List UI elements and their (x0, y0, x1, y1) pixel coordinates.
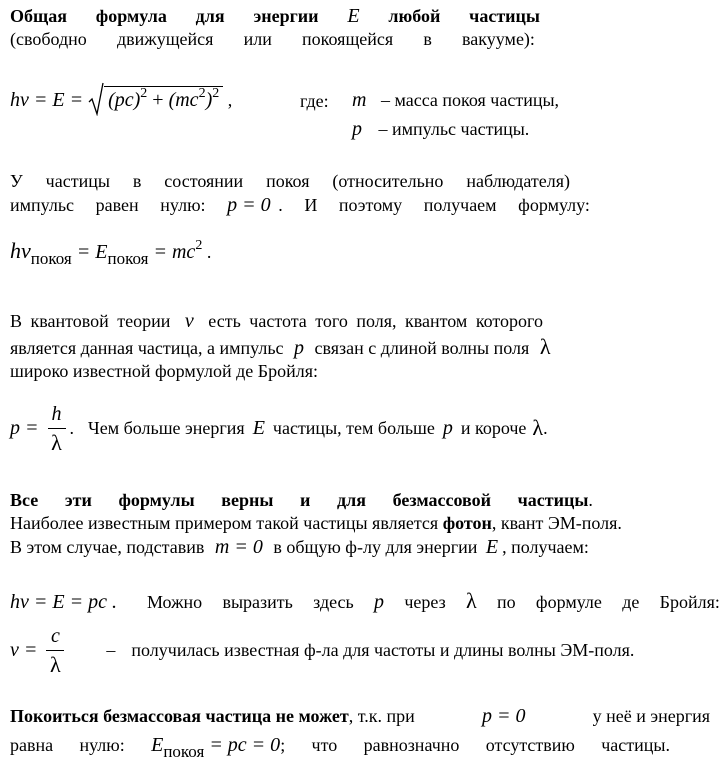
formula-tail: . (202, 242, 212, 262)
denominator: λ (50, 651, 61, 677)
formula-tail: , (223, 90, 233, 110)
symbol-p: p (442, 417, 453, 439)
heading-word: Общая (10, 6, 67, 26)
symbol-nu: ν (10, 639, 19, 661)
bold-word: частицы (517, 490, 589, 510)
word: Бройля: (659, 592, 720, 612)
word: де (622, 592, 640, 612)
bold-word (518, 489, 593, 511)
text: получилась известная ф-ла для частоты и длины волны ЭМ-поля. (131, 640, 635, 660)
paragraph-line (10, 512, 622, 534)
semicolon: ; (280, 735, 286, 755)
bold-word: верны (221, 490, 274, 510)
paragraph-line (10, 170, 570, 192)
symbol-E: E (252, 417, 265, 439)
text: В квантовой теории (10, 311, 171, 331)
paragraph-line (10, 310, 543, 332)
equals: = (71, 241, 96, 263)
heading-word: для (195, 6, 225, 26)
energy-formula (10, 86, 232, 114)
p-definition (352, 118, 529, 140)
word: частицы (45, 171, 110, 191)
word: нулю: (160, 195, 206, 215)
square-root (88, 86, 223, 114)
symbol-lambda: λ (466, 588, 477, 613)
word: покоя (266, 171, 310, 191)
paragraph-line (10, 536, 589, 558)
text: , получаем: (502, 537, 589, 557)
text: Чем больше энергия (88, 418, 245, 438)
paragraph-line (10, 194, 590, 216)
bold-word: эти (64, 490, 92, 510)
word: поэтому (338, 195, 403, 215)
word: . (278, 195, 283, 215)
rest-energy-formula (10, 240, 211, 266)
symbol-E: E (485, 536, 499, 558)
radicand-b: (mc (168, 89, 199, 111)
word: в (132, 171, 142, 191)
word: по (496, 592, 516, 612)
mc: mc (171, 241, 196, 263)
word: здесь (313, 592, 354, 612)
word: (относительно (332, 171, 444, 191)
word: отсутствию (485, 735, 575, 755)
paragraph-line (10, 336, 550, 359)
fraction-bar (46, 650, 64, 651)
exponent: 2 (195, 238, 203, 253)
word: импульс (10, 195, 75, 215)
paragraph-line (10, 28, 535, 50)
m-definition (352, 89, 559, 111)
paragraph-line (10, 489, 593, 511)
symbol-p: p (10, 417, 20, 439)
radical-sign (88, 82, 104, 116)
bold-word: Все (10, 490, 39, 510)
dash: – (106, 640, 116, 660)
subscript-rest: покоя (107, 249, 149, 268)
text: , квант ЭМ-поля. (491, 513, 622, 533)
word: вакууме): (462, 29, 535, 49)
word: наблюдателя) (466, 171, 570, 191)
heading-word: формула (95, 6, 167, 26)
text: у неё и энергия (592, 706, 710, 726)
word: Можно (146, 592, 203, 612)
where-label: где: (300, 91, 329, 111)
text: связан с длиной волны поля (314, 338, 530, 358)
numerator: h (51, 402, 62, 425)
heading-word: частицы (469, 6, 540, 26)
paragraph-line (10, 705, 710, 727)
equals: = (148, 241, 172, 263)
frequency-formula (10, 620, 634, 680)
paragraph-line: широко известной формулой де Бройля: (10, 361, 319, 381)
heading-word: любой (388, 6, 441, 26)
word: покоящейся (302, 29, 394, 49)
symbol-E: E (95, 241, 108, 263)
word: частицы. (601, 735, 670, 755)
exponent: 2 (140, 86, 148, 101)
heading-word: энергии (253, 6, 319, 26)
photon-energy-line (10, 590, 720, 613)
word: или (243, 29, 272, 49)
word: состоянии (164, 171, 244, 191)
rest-energy-zero (151, 734, 286, 761)
period: . (69, 418, 74, 438)
period: . (588, 490, 593, 510)
symbol-lambda: λ (532, 415, 544, 440)
p-description: – импульс частицы. (378, 119, 530, 139)
h-nu: hν (10, 238, 31, 263)
plus-sign: + (147, 89, 169, 111)
symbol-lambda: λ (539, 334, 551, 359)
de-broglie-formula (10, 398, 548, 458)
word: формулу: (518, 195, 590, 215)
bold-word: и (300, 490, 311, 510)
period: . (543, 418, 548, 438)
numerator: c (50, 624, 60, 647)
equals: = (18, 639, 43, 661)
text: в общую ф-лу для энергии (273, 537, 478, 557)
p-equals-zero: p = 0 (227, 194, 271, 216)
heading-line (10, 5, 540, 27)
text: и короче (460, 418, 527, 438)
radicand-b-close: ) (205, 89, 213, 111)
sentence-part (10, 705, 415, 727)
symbol-E: E (347, 5, 360, 27)
word: что (311, 735, 338, 755)
equals-chain: = pc = 0 (204, 734, 281, 756)
exponent: 2 (212, 86, 220, 101)
fraction (46, 625, 64, 676)
text: частицы, тем больше (272, 418, 435, 438)
radicand-a: (pc) (108, 89, 141, 111)
symbol-p: p (294, 337, 305, 359)
photon-word: фотон (442, 513, 492, 533)
word: формуле (535, 592, 602, 612)
text: В этом случае, подставив (10, 537, 205, 557)
text: Наиболее известным примером такой частицы является (10, 513, 439, 533)
bold-word: формулы (118, 490, 195, 510)
subscript-rest: покоя (163, 742, 205, 761)
bold-text: Покоиться безмассовая частица не может (10, 706, 349, 726)
fraction-bar (48, 428, 66, 429)
word: получаем (423, 195, 497, 215)
m-equals-zero: m = 0 (214, 536, 263, 558)
symbol-nu: ν (184, 310, 194, 332)
word: равен (95, 195, 139, 215)
text: , т.к. при (348, 706, 415, 726)
exponent: 2 (198, 86, 206, 101)
word: И (304, 195, 318, 215)
bold-word: безмассовой (392, 490, 491, 510)
text: есть частота того поля, квантом которого (208, 311, 543, 331)
equals: = (20, 417, 44, 439)
symbol-m: m (352, 89, 367, 111)
word: (свободно (10, 29, 87, 49)
word: равна (10, 735, 54, 755)
text: является данная частица, а импульс (10, 338, 284, 358)
symbol-p: p (352, 118, 362, 140)
subscript-rest: покоя (30, 249, 72, 268)
word: в (423, 29, 432, 49)
word: выразить (222, 592, 293, 612)
word: равнозначно (363, 735, 460, 755)
word: движущейся (116, 29, 214, 49)
word: через (404, 592, 446, 612)
formula-note (147, 590, 720, 613)
symbol-p: p (374, 591, 385, 613)
denominator: λ (51, 429, 62, 455)
p-equals-zero: p = 0 (481, 705, 526, 727)
fraction (48, 403, 66, 454)
m-description: – масса покоя частицы, (380, 90, 560, 110)
paragraph-line (10, 734, 670, 761)
word: нулю: (79, 735, 125, 755)
formula-lhs: hν = E = (10, 89, 89, 111)
symbol-E: E (151, 734, 164, 756)
bold-word: для (337, 490, 366, 510)
photon-energy-formula: hν = E = pc . (10, 591, 117, 613)
word: У (10, 171, 23, 191)
